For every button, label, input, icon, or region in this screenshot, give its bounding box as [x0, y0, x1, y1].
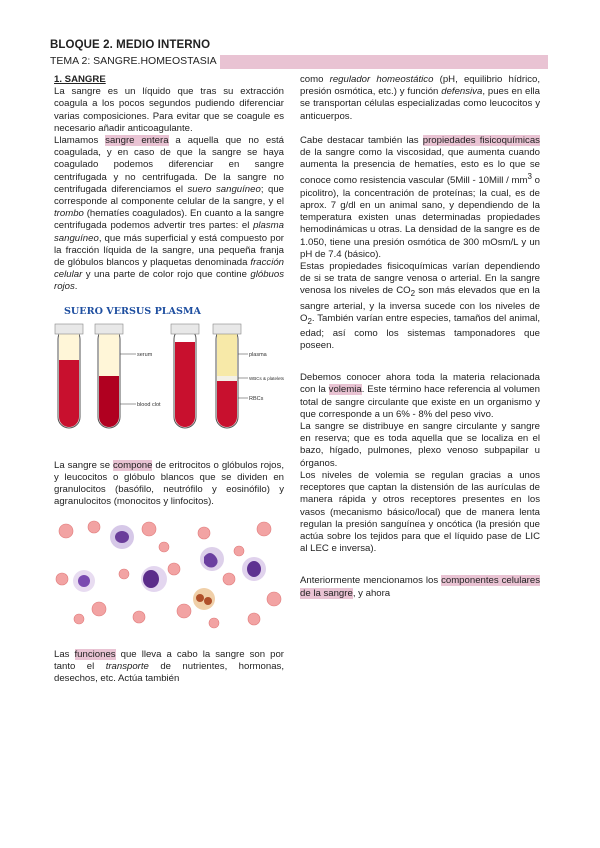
left-column [54, 74, 284, 685]
paragraph-regulador: como regulador homeostático (pH, equilibrio hídrico, presión osmótica, etc.) y función defensiva, pues en ella se transportan células especializadas como leucocitos y anticuerpos. [300, 74, 540, 122]
blood-cells-image [54, 519, 284, 629]
label-rbc: RBCs [249, 395, 264, 402]
paragraph-composicion: La sangre se compone de eritrocitos o glóbulos rojos, y leucocitos o glóbulo blancos que se dividen en granulocitos (basófilo, neutrófilo y eosinófilo) y agranulocitos (monocitos y linfocitos). [54, 459, 284, 508]
paragraph-distribucion: La sangre se distribuye en sangre circulante y sangre en reserva; que es toda aquella que se localiza en el bazo, hígado, pulmones, plexo venoso subpapilar u órganos. [300, 421, 540, 469]
label-plasma: plasma [249, 351, 267, 358]
highlight-propiedades: propiedades fisicoquímicas [422, 134, 540, 146]
clot-tube [95, 324, 123, 428]
serum-vs-plasma-figure [54, 320, 284, 440]
label-serum: serum [137, 351, 153, 358]
paragraph-venosa-arterial: Estas propiedades fisicoquímicas varían dependiendo de si se trata de sangre venosa o arterial. En la sangre venosa los niveles de $CO_2$ son más elevados que en la sangre arterial, y la inversa sucede con los niveles de $O_2$. También varían entre especies, tamaños del animal, edad; así como los sistemas tamponadores que poseen. [300, 261, 540, 352]
subtitle-highlight-bar [220, 55, 548, 69]
paragraph-funciones: Las funciones que lleva a cabo la sangre son por tanto el transporte de nutrientes, hormonas, desechos, etc. Actúa también [54, 648, 284, 685]
label-blood-clot: blood clot [137, 401, 161, 408]
paragraph-regulacion: Los niveles de volemia se regulan gracias a unos receptores que captan la distensión de las aurículas de manera rápida y otros receptores presentes en los vasos (mecanismo básico/local) que de manera lenta regulan la presión sanguínea y oncótica (la presión que actúa sobre los tejidos para que el líquido pase de LIC al LEC e inversa). [300, 469, 540, 555]
label-wbc: WBCs & platelets [249, 375, 284, 381]
document-title: BLOQUE 2. MEDIO INTERNO [50, 39, 211, 51]
section-title: 1. SANGRE [54, 74, 106, 85]
figure-title: SUERO VERSUS PLASMA [64, 305, 201, 317]
whole-blood-tube [171, 324, 199, 428]
highlight-compone: compone [112, 459, 153, 471]
highlight-sangre-entera: sangre entera [105, 135, 169, 147]
highlight-componentes: componentes celulares de la sangre [300, 575, 540, 599]
paragraph-sangre-entera: Llamamos sangre entera a aquella que no está coagulada, y en caso de que la sangre se haya coagulado podemos diferenciar en sangre centrifugada y no centrifugada. De la sangre no centrifugada diferenciamos el suero sanguíneo; que corresponde al componente celular de la sangre, y el trombo (hematíes coagulados). En cuanto a la sangre centrifugada podemos advertir tres partes: el plasma sanguíneo, que más superficial y está compuesto por la fracción líquida de la sangre, una pequeña franja de glóbulos blancos y plaquetas denominada fracción celular y una parte de color rojo que contine glóbuos rojos. [54, 135, 285, 293]
centrifuged-tube [213, 324, 241, 428]
highlight-volemia: volemia [328, 384, 362, 396]
serum-tube [55, 324, 83, 428]
document-subtitle: TEMA 2: SANGRE.HOMEOSTASIA [50, 55, 217, 67]
paragraph-intro: La sangre es un líquido que tras su extracción coagula a los pocos segundos pudiendo diferenciar varias composiciones. Para evitar que se coagule es necesario añadir anticoagulante. [54, 86, 284, 134]
highlight-funciones: funciones [74, 648, 116, 660]
paragraph-componentes: Anteriormente mencionamos los componentes celulares de la sangre, y ahora [300, 575, 540, 599]
right-column [300, 74, 540, 600]
paragraph-volemia: Debemos conocer ahora toda la materia relacionada con la volemia. Este término hace referencia al volumen total de sangre circulante que existe en un organismo y que corresponde a un 6% - 8% del peso vivo. [300, 372, 540, 420]
paragraph-propiedades: Cabe destacar también las propiedades fisicoquímicas de la sangre como la viscosidad, que aumenta cuando aumenta la presencia de hematíes, esto es lo que se conoce como resistencia vascular (5Mill - 10Mill / $mm^3$ o picolitro), la concentración de proteínas; la cual, es de aprox. 7 g/dl en un animal sano, y dependiendo de la temperatura existen unas determinadas propiedades hemodinámicas u otras. La densidad de la sangre es de 1.050, tiene una presión osmótica de 300 mOsm/L y un pH de 7.4 (básico). [300, 134, 540, 260]
